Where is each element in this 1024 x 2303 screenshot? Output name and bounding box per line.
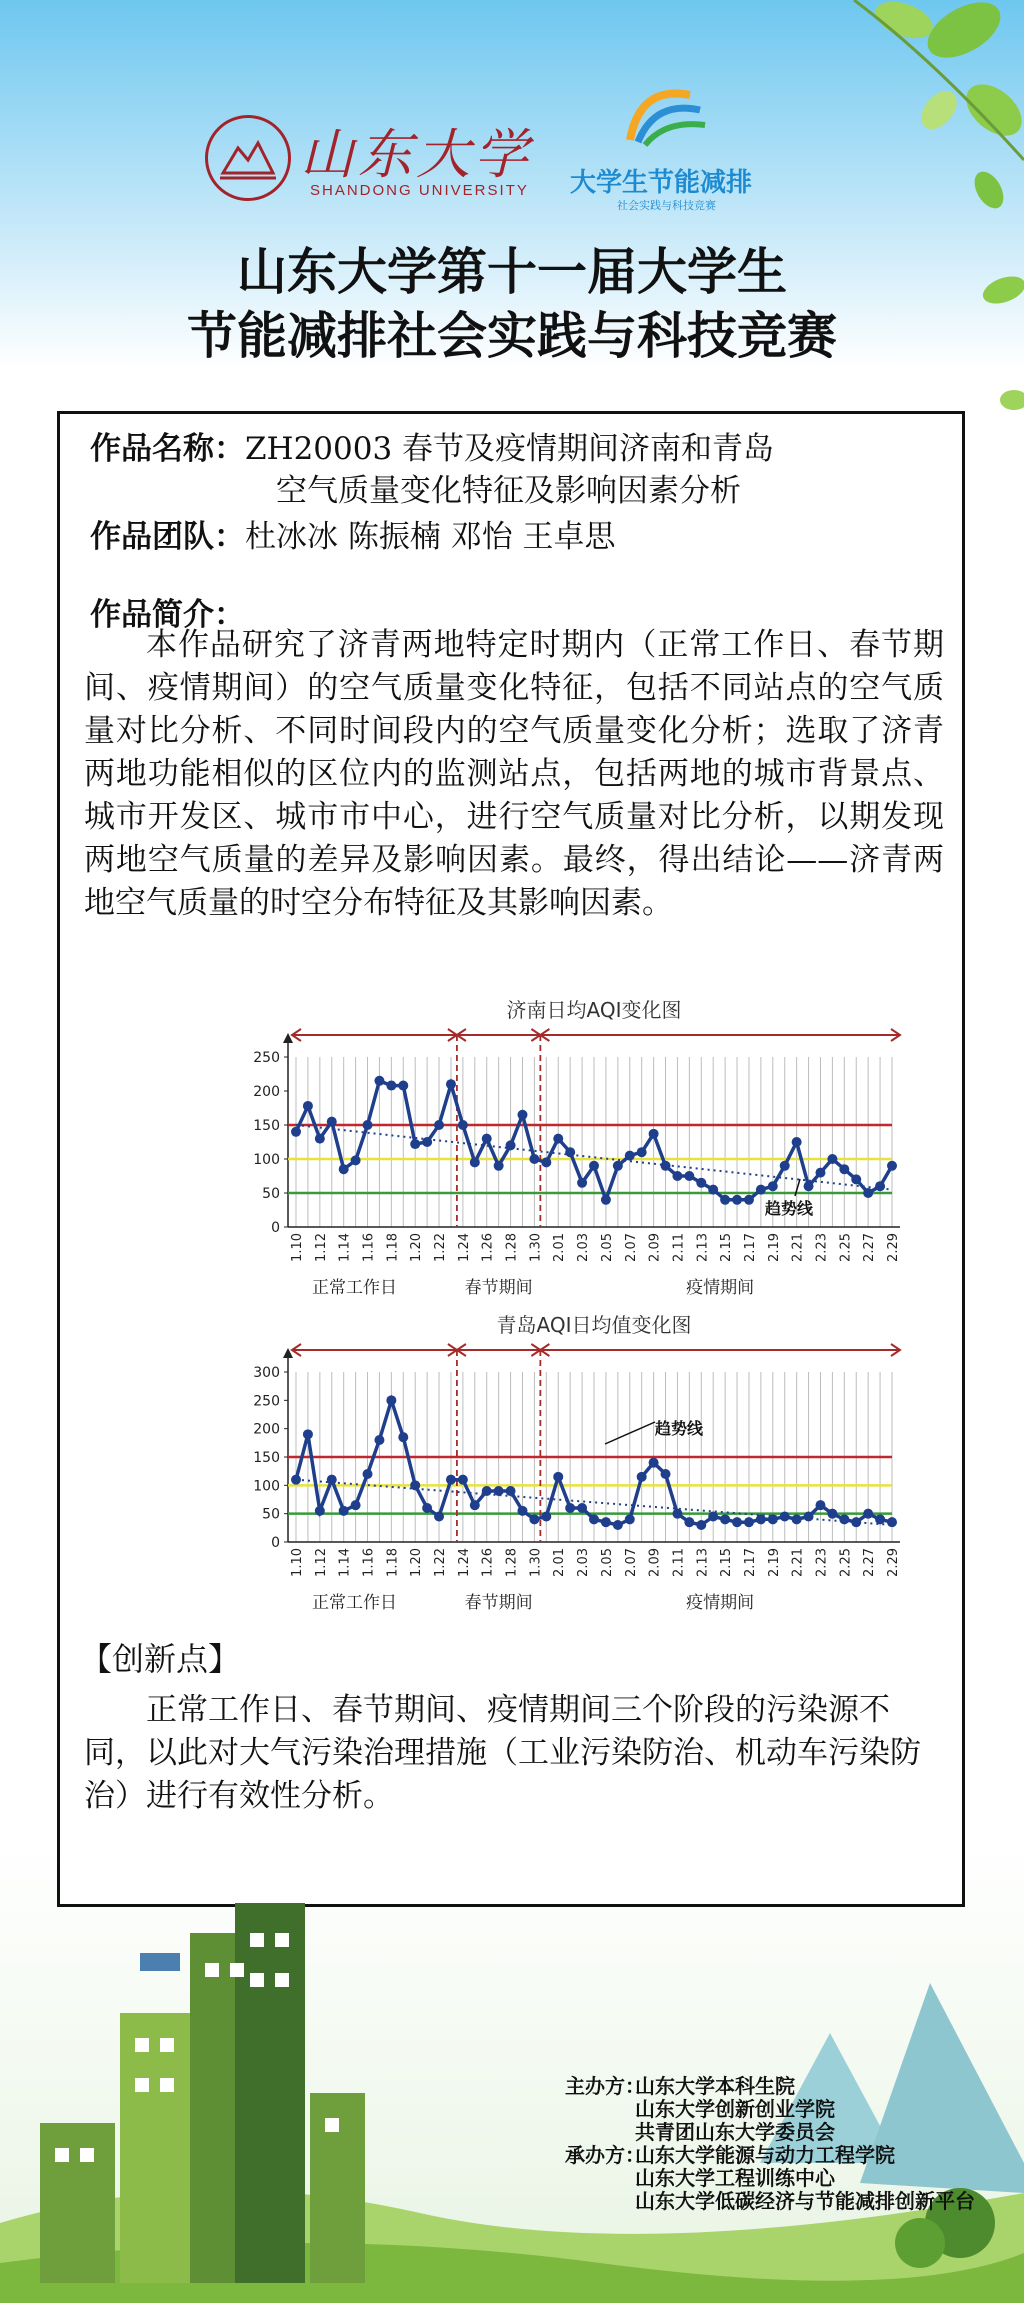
data-point [827,1154,837,1164]
y-tick-label: 100 [253,1152,280,1168]
x-tick-label: 2.11 [671,1548,687,1577]
data-point [351,1155,361,1165]
innovation-text: 正常工作日、春节期间、疫情期间三个阶段的污染源不同，以此对大气污染治理措施（工业污染防治、机动车污染防治）进行有效性分析。 [84,1692,921,1814]
title-line-2: 节能减排社会实践与科技竞赛 [187,307,837,365]
x-tick-label: 1.14 [337,1548,353,1577]
host-0: 山东大学本科生院 [635,2074,795,2098]
x-tick-label: 2.29 [886,1548,901,1577]
trend-label: 趋势线 [655,1419,704,1438]
jnjp-subtitle: 社会实践与科技竞赛 [617,199,716,212]
x-tick-label: 2.13 [695,1548,711,1577]
x-tick-label: 2.17 [742,1548,758,1577]
data-point [577,1503,587,1513]
data-point [875,1514,885,1524]
x-tick-label: 2.13 [695,1233,711,1262]
y-tick-label: 50 [262,1506,280,1523]
organizer-2: 山东大学低碳经济与节能减排创新平台 [635,2189,975,2213]
x-tick-label: 1.26 [480,1548,496,1577]
x-tick-label: 2.05 [599,1233,615,1262]
y-tick-label: 200 [253,1421,280,1438]
period-label: 正常工作日 [311,1593,397,1613]
data-point [529,1514,539,1524]
data-point [458,1475,468,1485]
x-tick-label: 2.25 [838,1548,854,1577]
x-tick-label: 2.03 [576,1548,592,1577]
data-point [482,1134,492,1144]
work-name-row [90,428,774,512]
data-point [637,1472,647,1482]
data-point [839,1514,849,1524]
data-point [410,1480,420,1490]
y-tick-label: 50 [262,1186,280,1202]
x-tick-label: 1.16 [361,1548,377,1577]
data-point [506,1140,516,1150]
x-tick-label: 2.09 [647,1548,663,1577]
x-tick-label: 2.05 [599,1548,615,1577]
data-point [708,1185,718,1195]
data-point [291,1127,301,1137]
x-tick-label: 2.07 [623,1548,639,1577]
y-tick-label: 0 [271,1535,280,1551]
data-point [351,1500,361,1510]
data-point [625,1151,635,1161]
x-tick-label: 2.09 [647,1233,663,1262]
data-point [386,1395,396,1405]
chart-title: 济南日均AQI变化图 [506,999,682,1022]
x-tick-label: 1.18 [385,1548,401,1577]
content-frame [57,411,965,1907]
data-point [529,1154,539,1164]
x-tick-label: 1.12 [313,1548,329,1577]
x-tick-label: 1.22 [433,1548,449,1577]
data-point [887,1161,897,1171]
x-tick-label: 1.12 [313,1233,329,1262]
data-point [327,1117,337,1127]
data-point [625,1514,635,1524]
x-tick-label: 1.10 [290,1233,305,1262]
host-1: 山东大学创新创业学院 [635,2097,835,2121]
data-point [315,1506,325,1516]
work-team-label: 作品团队： [90,519,245,555]
data-point [768,1181,778,1191]
data-point [815,1500,825,1510]
data-point [446,1079,456,1089]
work-intro-text: 本作品研究了济青两地特定时期内（正常工作日、春节期间、疫情期间）的空气质量变化特征，包括不同站点的空气质量对比分析、不同时间段内的空气质量变化分析；选取了济青两地功能相似的区位内的监测站点，包括两地的城市背景点、城市开发区、城市市中心，进行空气质量对比分析，以期发现两地空气质量的差异及影响因素。最终，得出结论——济青两地空气质量的时空分布特征及其影响因素。 [84,627,944,921]
data-point [303,1429,313,1439]
data-point [720,1195,730,1205]
host-label: 主办方： [565,2074,645,2098]
data-point [863,1509,873,1519]
y-tick-label: 0 [271,1220,280,1236]
data-point [649,1129,659,1139]
x-tick-label: 2.07 [623,1233,639,1262]
data-point [553,1134,563,1144]
page-title [0,240,1024,368]
x-tick-label: 1.16 [361,1233,377,1262]
data-point [684,1171,694,1181]
data-point [434,1512,444,1522]
data-point [315,1134,325,1144]
data-point [720,1514,730,1524]
data-point [696,1520,706,1530]
x-tick-label: 1.24 [456,1233,472,1262]
data-point [339,1506,349,1516]
data-point [887,1517,897,1527]
data-point [374,1435,384,1445]
title-line-1: 山东大学第十一届大学生 [237,243,787,301]
x-tick-label: 2.19 [766,1233,782,1262]
data-point [601,1195,611,1205]
data-point [863,1188,873,1198]
x-tick-label: 1.26 [480,1233,496,1262]
data-point [398,1081,408,1091]
x-tick-label: 1.14 [337,1233,353,1262]
x-tick-label: 2.29 [886,1233,901,1262]
data-point [756,1514,766,1524]
data-point [875,1181,885,1191]
x-tick-label: 2.25 [838,1233,854,1262]
data-point [780,1161,790,1171]
work-name-line-2: 空气质量变化特征及影响因素分析 [276,473,741,509]
data-point [327,1475,337,1485]
period-label: 春节期间 [464,1278,533,1298]
data-point [422,1137,432,1147]
x-tick-label: 2.27 [862,1548,878,1577]
y-tick-label: 250 [253,1393,280,1410]
x-tick-label: 2.21 [790,1548,806,1577]
data-point [613,1161,623,1171]
sponsors-block [565,2075,975,2213]
x-tick-label: 1.30 [528,1233,544,1262]
data-point [506,1486,516,1496]
data-point [744,1517,754,1527]
x-tick-label: 1.10 [290,1548,305,1577]
data-point [470,1500,480,1510]
data-point [374,1076,384,1086]
x-tick-label: 1.28 [504,1233,520,1262]
work-intro-label: 作品简介： [90,597,245,633]
x-tick-label: 2.01 [552,1233,568,1262]
data-point [303,1101,313,1111]
period-label: 正常工作日 [311,1278,397,1298]
sdu-seal-logo [205,115,291,201]
y-tick-label: 250 [253,1050,280,1066]
x-tick-label: 2.19 [766,1548,782,1577]
x-tick-label: 1.20 [409,1548,425,1577]
y-tick-label: 150 [253,1118,280,1134]
data-point [410,1139,420,1149]
x-tick-label: 1.22 [433,1233,449,1262]
qingdao-aqi-chart [210,1314,930,1614]
data-point [804,1181,814,1191]
data-point [851,1517,861,1527]
x-tick-label: 2.15 [719,1548,735,1577]
work-name-line-1: ZH20003 春节及疫情期间济南和青岛 [245,431,775,467]
period-label: 疫情期间 [686,1593,755,1613]
data-point [804,1512,814,1522]
data-point [577,1178,587,1188]
data-point [553,1472,563,1482]
x-tick-label: 2.27 [862,1233,878,1262]
data-point [649,1458,659,1468]
logo-row [0,110,1024,210]
data-point [446,1475,456,1485]
jnjp-swirl-logo [620,80,710,160]
organizer-1: 山东大学工程训练中心 [635,2166,835,2190]
work-name-label: 作品名称： [90,431,245,467]
data-point [780,1512,790,1522]
x-tick-label: 2.17 [742,1233,758,1262]
x-tick-label: 1.24 [456,1548,472,1577]
data-point [708,1512,718,1522]
y-tick-label: 100 [253,1478,280,1495]
data-point [613,1520,623,1530]
x-tick-label: 2.23 [814,1548,830,1577]
data-point [744,1195,754,1205]
sdu-name: 山东大学 [300,123,532,186]
data-point [482,1486,492,1496]
data-point [494,1486,504,1496]
x-tick-label: 2.01 [552,1548,568,1577]
data-point [541,1512,551,1522]
data-point [494,1161,504,1171]
x-tick-label: 2.15 [719,1233,735,1262]
x-tick-label: 1.30 [528,1548,544,1577]
data-point [589,1161,599,1171]
x-tick-label: 2.23 [814,1233,830,1262]
y-tick-label: 150 [253,1450,280,1466]
data-point [386,1081,396,1091]
data-point [291,1475,301,1485]
data-point [696,1178,706,1188]
x-tick-label: 1.18 [385,1233,401,1262]
data-point [792,1137,802,1147]
sdu-en-name: SHANDONG UNIVERSITY [310,182,529,199]
x-tick-label: 2.11 [671,1233,687,1262]
jinan-aqi-chart [210,999,930,1299]
period-label: 疫情期间 [686,1278,755,1298]
data-point [661,1161,671,1171]
data-point [363,1120,373,1130]
innovation-label: 【创新点】 [80,1640,241,1678]
data-point [756,1185,766,1195]
data-point [517,1110,527,1120]
data-point [637,1147,647,1157]
data-point [517,1506,527,1516]
trend-label: 趋势线 [765,1199,814,1218]
x-tick-label: 1.20 [409,1233,425,1262]
data-point [815,1168,825,1178]
x-tick-label: 2.03 [576,1233,592,1262]
data-point [470,1157,480,1167]
y-tick-label: 300 [253,1365,280,1381]
organizer-label: 承办方： [565,2143,645,2167]
jnjp-name: 大学生节能减排 [570,168,753,198]
data-point [827,1509,837,1519]
data-point [434,1120,444,1130]
data-point [589,1514,599,1524]
chart-title: 青岛AQI日均值变化图 [496,1314,692,1337]
data-point [422,1503,432,1513]
data-point [672,1171,682,1181]
data-point [601,1517,611,1527]
data-point [565,1503,575,1513]
host-2: 共青团山东大学委员会 [635,2120,835,2144]
data-point [768,1514,778,1524]
x-tick-label: 1.28 [504,1548,520,1577]
data-point [839,1164,849,1174]
data-point [398,1432,408,1442]
data-point [684,1517,694,1527]
data-point [565,1147,575,1157]
data-point [541,1157,551,1167]
data-point [732,1517,742,1527]
data-point [363,1469,373,1479]
data-point [458,1120,468,1130]
data-point [661,1469,671,1479]
data-point [792,1514,802,1524]
organizer-0: 山东大学能源与动力工程学院 [635,2143,895,2167]
work-team-members: 杜冰冰 陈振楠 邓怡 王卓思 [245,519,616,555]
data-point [851,1174,861,1184]
data-point [339,1164,349,1174]
period-label: 春节期间 [464,1593,533,1613]
y-tick-label: 200 [253,1084,280,1100]
data-point [672,1509,682,1519]
x-tick-label: 2.21 [790,1233,806,1262]
data-point [732,1195,742,1205]
work-team-row [90,516,616,558]
